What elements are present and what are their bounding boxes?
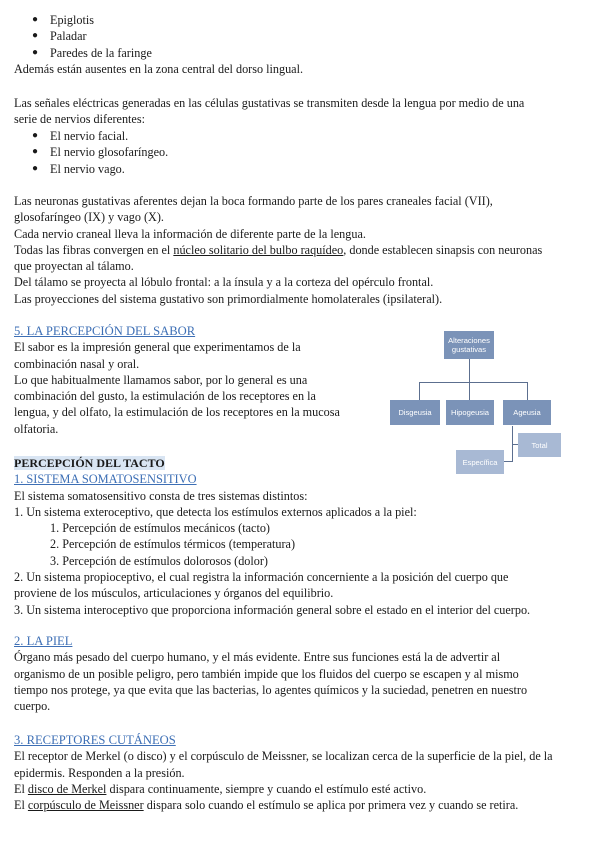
bullet-icon: ● [32,162,39,174]
list-item: 1. Percepción de estímulos mecánicos (tacto) [50,521,270,536]
connector-line [469,382,470,400]
list-item: 2. Percepción de estímulos térmicos (temperatura) [50,537,296,552]
list-item: ● El nervio vago. [32,161,125,176]
bullet-icon: ● [32,146,39,158]
diagram-node: Total [518,433,561,457]
section-receptores: 3. RECEPTORES CUTÁNEOS El receptor de Merkel (o disco) y el corpúsculo de Meissner, se localizan cerca de la superficie de la piel, de la epidermis. Responden a la presión. El disco de Merkel dispara continuamente, siempre y cuando el estímulo esté activo. El corpúsculo de Meissner dispara solo cuando el estímulo se aplica por primera vez y cuando se retira. [14,732,586,813]
list-item: ● Paredes de la faringe [32,45,152,60]
diagram-root: Alteraciones gustativas [444,331,494,359]
diagram-node: Disgeusia [390,400,440,425]
meissner-line: El corpúsculo de Meissner dispara solo cuando el estímulo se aplica por primera vez y cuando se retira. [14,798,519,813]
corpusculo-meissner-link: corpúsculo de Meissner [27,798,144,813]
list-item: ● Epiglotis [32,13,95,27]
connector-line [419,382,527,383]
disco-merkel-link: disco de Merkel [27,781,107,796]
diagram-node: Ageusia [503,400,551,425]
bullet-icon: ● [32,46,39,58]
section-title: 5. LA PERCEPCIÓN DEL SABOR [14,324,196,338]
bullet-icon: ● [32,14,39,25]
section-piel: 2. LA PIEL Órgano más pesado del cuerpo humano, y el más evidente. Entre sus funciones está la de advertir al organismo de un posible peligro, pero también impide que los fluidos del cuerpo se escapen y al mismo tiempo nos protege, ya que evita que las bacterias, lo agentes químicos y la suciedad, penetren en nuestro cuerpo. [14,633,586,714]
section-subtitle: 1. SISTEMA SOMATOSENSITIVO [14,472,197,487]
nucleo-solitario-link: núcleo solitario del bulbo raquídeo [173,242,344,257]
list-item: ● El nervio facial. [32,129,129,143]
neurons-paragraph: Las neuronas gustativas aferentes dejan la boca formando parte de los pares craneales facial (VII), glosofaríngeo (IX) y vago (X). Cada nervio craneal lleva la información de diferente parte de la lengua. Todas las fibras convergen en el núcleo solitario del bulbo raquídeo, donde establecen sinapsis con neuronas que proyectan al tálamo. Del tálamo se proyecta al lóbulo frontal: a la ínsula y a la corteza del opérculo frontal. Las proyecciones del sistema gustativo son primordialmente homolaterales (ipsilateral). [14,193,586,307]
connector-line [469,359,470,382]
signals-paragraph: Las señales eléctricas generadas en las células gustativas se transmiten desde la lengua por medio de una serie de nervios diferentes: [14,96,525,127]
diagram-node: Hipogeusia [446,400,494,425]
section-title: PERCEPCIÓN DEL TACTO [14,456,165,470]
absent-line: Además están ausentes en la zona central del dorso lingual. [14,62,304,76]
list-item: ● El nervio glosofaríngeo. [32,145,169,160]
connector-line [527,382,528,400]
section-sabor: 5. LA PERCEPCIÓN DEL SABOR El sabor es la impresión general que experimentamos de la combinación nasal y oral. Lo que habitualmente llamamos sabor, por lo general es una combinación del gusto, la estimulación de los receptores en la lengua, y del olfato, la estimulación de los receptores en la mucosa olfatoria. [14,323,364,437]
section-tacto: PERCEPCIÓN DEL TACTO 1. SISTEMA SOMATOSENSITIVO El sistema somatosensitivo consta de tres sistemas distintos: 1. Un sistema exteroceptivo, que detecta los estímulos externos aplicados a la piel: 1. Percepción de estímulos mecánicos (tacto) 2. Percepción de estímulos térmicos (temperatura) 3. Percepción de estímulos dolorosos (dolor) 2. Un sistema propioceptivo, el cual registra la información concerniente a la posición del cuerpo que proviene de los músculos, articulaciones y órganos del equilibrio. 3. Un sistema interoceptivo que proporciona información general sobre el estado en el interior del cuerpo. [14,455,586,618]
bullet-icon: ● [32,30,39,42]
section-title: 2. LA PIEL [14,634,73,648]
nerve-list [14,128,586,177]
diagram-node: Específica [456,450,504,474]
section-title: 3. RECEPTORES CUTÁNEOS [14,733,176,747]
merkel-line: El disco de Merkel dispara continuamente, siempre y cuando el estímulo esté activo. [14,781,427,796]
connector-line [419,382,420,400]
fibers-line: Todas las fibras convergen en el núcleo solitario del bulbo raquídeo, donde establecen sinapsis con neuronas [14,242,543,257]
bullet-icon: ● [32,130,39,141]
list-item: 3. Percepción de estímulos dolorosos (dolor) [50,553,268,568]
top-bullet-list [14,12,586,61]
list-item: ● Paladar [32,29,87,44]
